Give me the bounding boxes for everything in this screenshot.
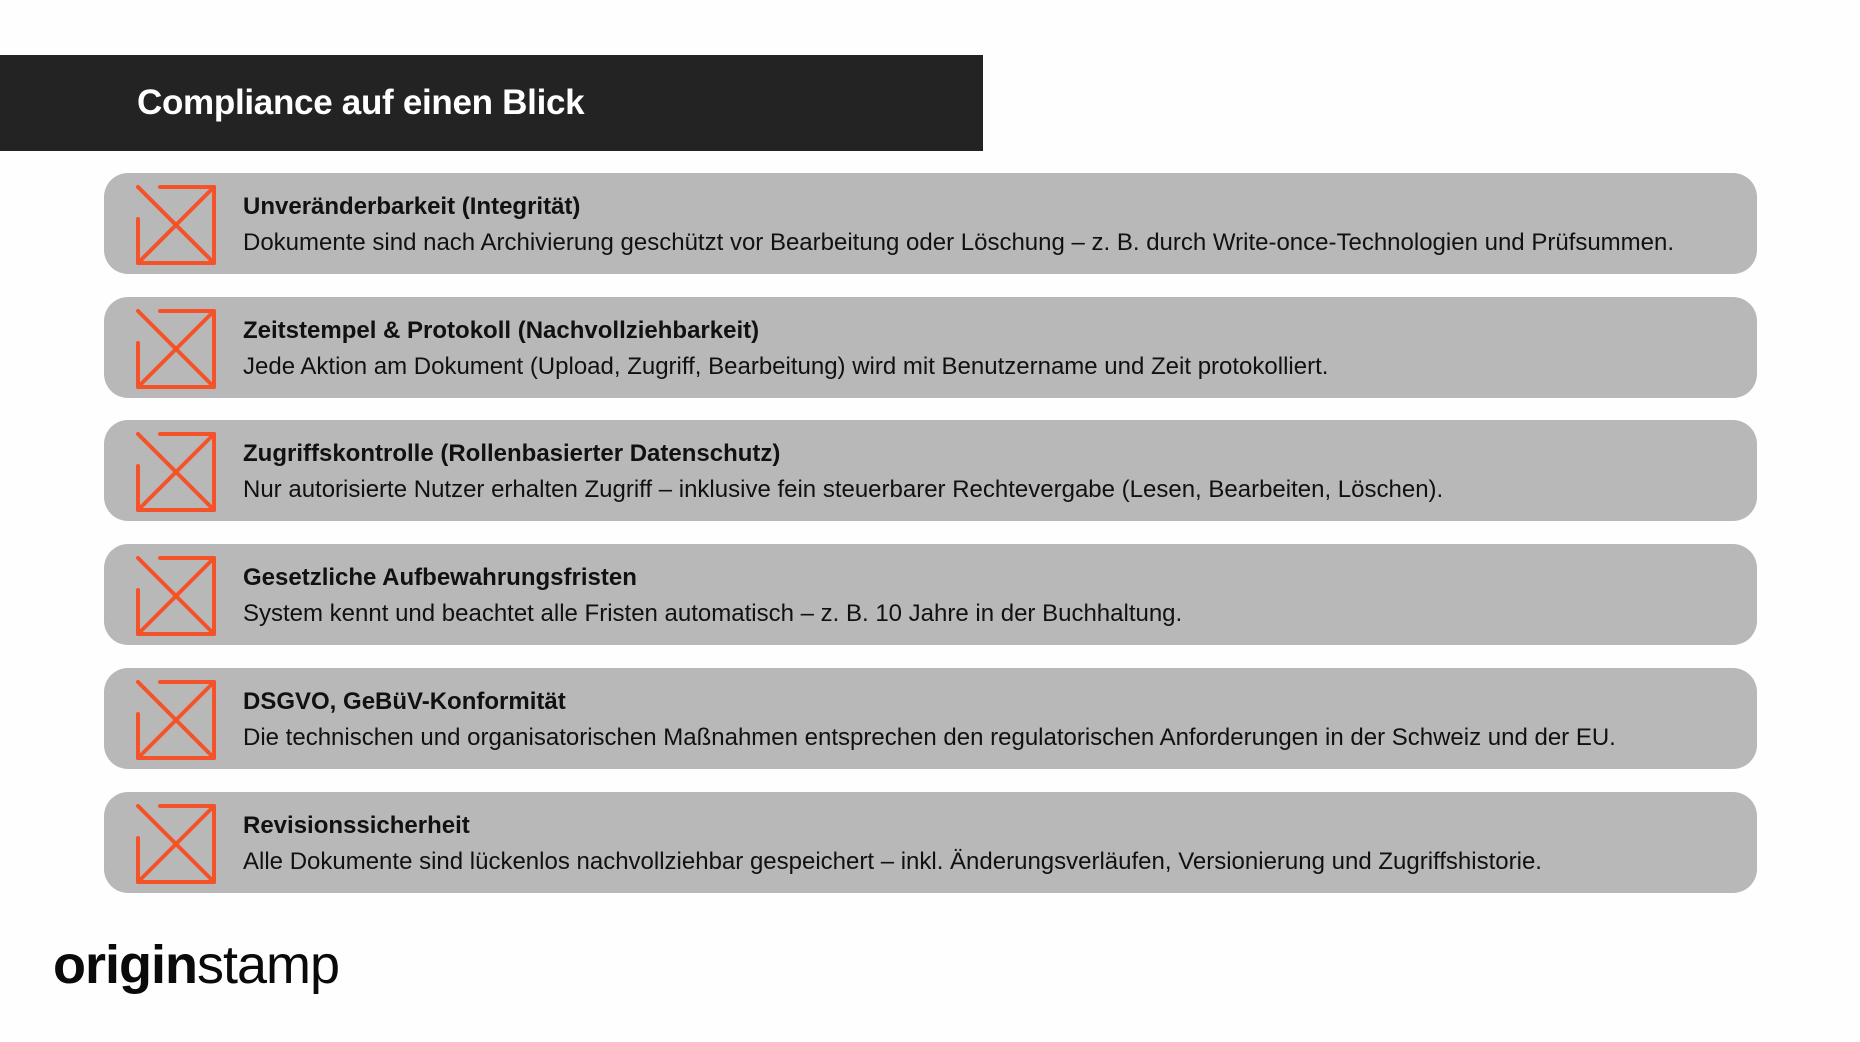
item-description: Nur autorisierte Nutzer erhalten Zugriff – inklusive fein steuerbarer Rechtevergabe (Lesen, Bearbeiten, Löschen). [243, 476, 1444, 503]
compliance-item [104, 173, 1757, 274]
checkbox-cross-icon [134, 430, 218, 514]
compliance-item [104, 668, 1757, 769]
logo-bold: origin [53, 935, 197, 995]
item-description: Alle Dokumente sind lückenlos nachvollziehbar gespeichert – inkl. Änderungsverläufen, Versionierung und Zugriffshistorie. [243, 848, 1542, 875]
logo-light: stamp [196, 935, 340, 995]
checkbox-cross-icon [134, 678, 218, 762]
originstamp-logo [53, 934, 339, 996]
compliance-item [104, 420, 1757, 521]
title-banner [0, 55, 983, 151]
item-description: Jede Aktion am Dokument (Upload, Zugriff, Bearbeitung) wird mit Benutzername und Zeit protokolliert. [243, 353, 1329, 380]
item-description: System kennt und beachtet alle Fristen automatisch – z. B. 10 Jahre in der Buchhaltung. [243, 600, 1183, 627]
item-title: Unveränderbarkeit (Integrität) [243, 193, 581, 220]
checkbox-cross-icon [134, 183, 218, 267]
checkbox-cross-icon [134, 307, 218, 391]
page-title: Compliance auf einen Blick [137, 83, 585, 122]
checkbox-cross-icon [134, 554, 218, 638]
item-description: Dokumente sind nach Archivierung geschützt vor Bearbeitung oder Löschung – z. B. durch Write-once-Technologien und Prüfsummen. [243, 229, 1675, 256]
item-title: DSGVO, GeBüV-Konformität [243, 688, 566, 715]
compliance-item [104, 544, 1757, 645]
item-title: Zugriffskontrolle (Rollenbasierter Datenschutz) [243, 440, 781, 467]
item-description: Die technischen und organisatorischen Maßnahmen entsprechen den regulatorischen Anforderungen in der Schweiz und der EU. [243, 724, 1616, 751]
compliance-item [104, 297, 1757, 398]
item-title: Gesetzliche Aufbewahrungsfristen [243, 564, 637, 591]
compliance-item [104, 792, 1757, 893]
item-title: Revisionssicherheit [243, 812, 470, 839]
checkbox-cross-icon [134, 802, 218, 886]
item-title: Zeitstempel & Protokoll (Nachvollziehbarkeit) [243, 317, 760, 344]
